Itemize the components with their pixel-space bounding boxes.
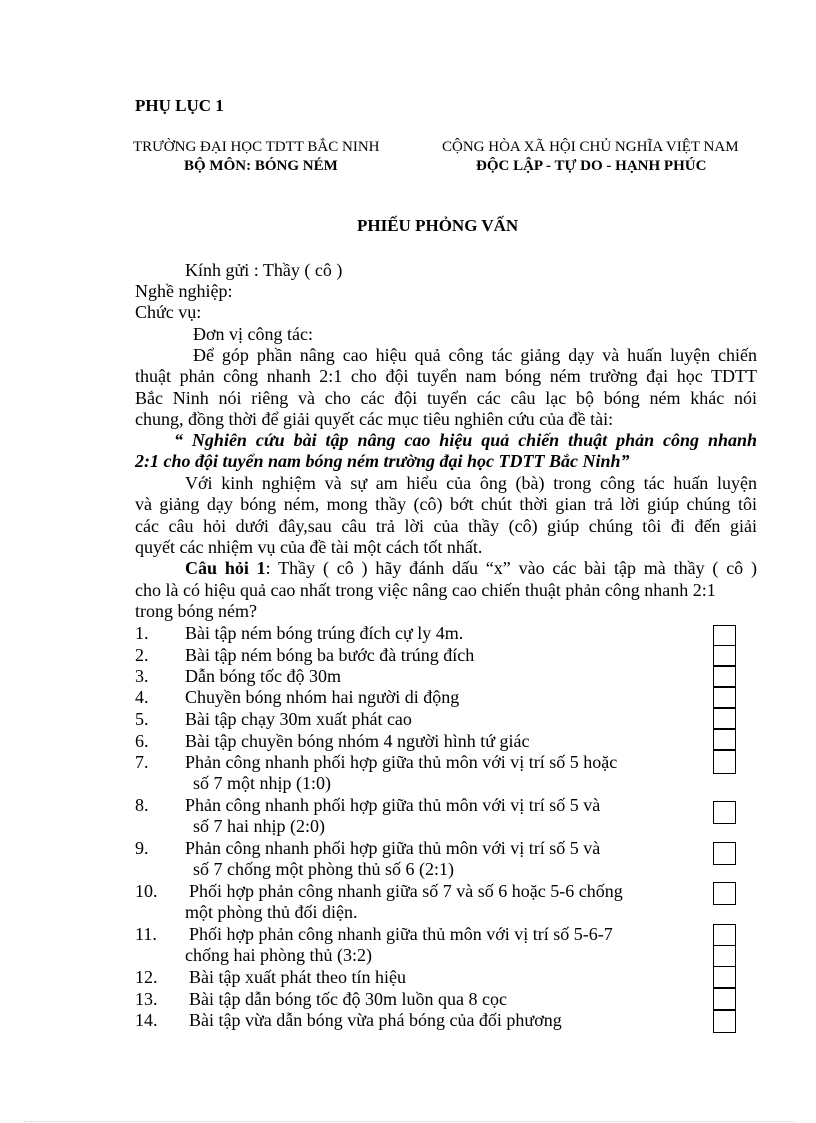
list-item-number: 5. [135,709,149,729]
unit-field-label: Đơn vị công tác: [193,324,313,344]
question-line [185,558,757,579]
list-item-text: Dẫn bóng tốc độ 30m [185,666,341,686]
list-item-text: Phản công nhanh phối hợp giữa thủ môn với vị trí số 5 hoặc [185,752,618,772]
list-item-text: Bài tập vừa dẫn bóng vừa phá bóng của đối phương [189,1010,562,1030]
list-item-text: Phản công nhanh phối hợp giữa thủ môn với vị trí số 5 và [185,795,601,815]
list-item-number: 1. [135,623,149,643]
request-line: các câu hỏi dưới đây,sau câu trả lời của thầy (cô) giúp chúng tôi đi đến giải [135,516,757,536]
list-item-text: Phối hợp phản công nhanh giữa số 7 và số 6 hoặc 5-6 chống [189,881,623,901]
list-item-text: Bài tập xuất phát theo tín hiệu [189,967,406,987]
list-item-number: 8. [135,795,149,815]
checkbox[interactable] [713,966,736,988]
question-text: : Thầy ( cô ) hãy đánh dấu “x” vào các bài tập mà thầy ( cô ) [265,558,757,578]
list-item-number: 7. [135,752,149,772]
checkbox[interactable] [713,988,736,1010]
question-label: Câu hỏi 1 [185,558,266,578]
checkbox[interactable] [713,882,736,905]
intro-line: Bắc Ninh nói riêng và cho các đội tuyển các câu lạc bộ bóng ném khác nói [135,388,757,408]
list-item-number: 12. [135,967,158,987]
list-item-text: một phòng thủ đối diện. [185,902,358,922]
checkbox[interactable] [713,945,736,967]
checkbox[interactable] [713,625,736,646]
checkbox[interactable] [713,1010,736,1033]
list-item-text: Bài tập chạy 30m xuất phát cao [185,709,412,729]
appendix-label: PHỤ LỤC 1 [135,96,224,115]
checkbox[interactable] [713,708,736,729]
list-item-number: 3. [135,666,149,686]
research-topic-line: 2:1 cho đội tuyển nam bóng ném trường đại học TDTT Bắc Ninh” [135,451,630,471]
country-name: CỘNG HÒA XÃ HỘI CHỦ NGHĨA VIỆT NAM [442,139,739,155]
intro-line: Để góp phần nâng cao hiệu quả công tác giảng dạy và huấn luyện chiến [193,345,757,365]
checkbox[interactable] [713,687,736,708]
job-field-label: Nghề nghiệp: [135,281,233,301]
list-item-number: 6. [135,731,149,751]
list-item-text: chống hai phòng thủ (3:2) [185,945,372,965]
school-name: TRƯỜNG ĐẠI HỌC TDTT BẮC NINH [133,139,380,155]
list-item-number: 10. [135,881,158,901]
question-line: trong bóng ném? [135,601,257,621]
intro-line: chung, đồng thời để giải quyết các mục tiêu nghiên cứu của đề tài: [135,409,614,429]
checkbox[interactable] [713,645,736,666]
list-item-text: Phối hợp phản công nhanh giữa thủ môn với vị trí số 5-6-7 [189,924,613,944]
intro-line: thuật phản công nhanh 2:1 cho đội tuyển nam bóng ném trường đại học TDTT [135,366,757,386]
greeting: Kính gửi : Thầy ( cô ) [185,260,343,280]
list-item-text: số 7 một nhịp (1:0) [193,773,331,793]
list-item-text: Bài tập ném bóng ba bước đà trúng đích [185,645,475,665]
list-item-number: 13. [135,989,158,1009]
checkbox[interactable] [713,666,736,687]
request-line: quyết các nhiệm vụ của đề tài một cách tốt nhất. [135,537,483,557]
list-item-text: Bài tập dẫn bóng tốc độ 30m luồn qua 8 cọc [189,989,507,1009]
list-item-number: 14. [135,1010,158,1030]
research-topic-line: “ Nghiên cứu bài tập nâng cao hiệu quả chiến thuật phản công nhanh [174,430,757,450]
list-item-text: số 7 chống một phòng thủ số 6 (2:1) [193,859,454,879]
list-item-number: 2. [135,645,149,665]
checkbox[interactable] [713,750,736,774]
national-motto: ĐỘC LẬP - TỰ DO - HẠNH PHÚC [476,158,707,174]
document-title: PHIẾU PHỎNG VẤN [357,216,519,235]
checkbox[interactable] [713,801,736,824]
list-item-number: 4. [135,687,149,707]
page-bottom-divider [24,1121,794,1122]
checkbox[interactable] [713,924,736,946]
checkbox[interactable] [713,729,736,750]
list-item-text: số 7 hai nhịp (2:0) [193,816,325,836]
list-item-text: Bài tập chuyền bóng nhóm 4 người hình tứ giác [185,731,530,751]
position-field-label: Chức vụ: [135,302,202,322]
list-item-number: 9. [135,838,149,858]
list-item-number: 11. [135,924,157,944]
checkbox[interactable] [713,842,736,865]
list-item-text: Chuyền bóng nhóm hai người di động [185,687,460,707]
request-line: Với kinh nghiệm và sự am hiểu của ông (bà) trong công tác huấn luyện [185,473,757,493]
list-item-text: Bài tập ném bóng trúng đích cự ly 4m. [185,623,464,643]
list-item-text: Phản công nhanh phối hợp giữa thủ môn với vị trí số 5 và [185,838,601,858]
request-line: và giảng dạy bóng ném, mong thầy (cô) bớt chút thời gian trả lời giúp chúng tôi [135,494,757,514]
department-name: BỘ MÔN: BÓNG NÉM [184,158,338,174]
question-line: cho là có hiệu quả cao nhất trong việc nâng cao chiến thuật phản công nhanh 2:1 [135,580,716,600]
